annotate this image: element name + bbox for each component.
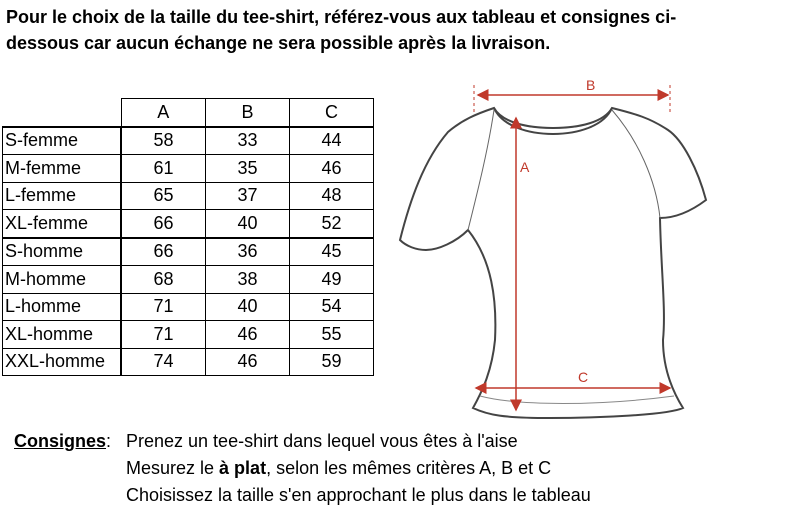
instructions-row-1: [14, 428, 591, 455]
size-label: L-homme: [3, 293, 122, 321]
instructions-row-3: [14, 482, 591, 509]
column-header-b: B: [206, 99, 290, 127]
table-row: [3, 238, 374, 266]
measure-a: 58: [121, 127, 206, 155]
measure-a: 71: [121, 293, 206, 321]
measure-b: 40: [206, 293, 290, 321]
measure-a: 61: [121, 155, 206, 183]
measure-b-label: B: [586, 77, 596, 93]
column-header-a: A: [121, 99, 206, 127]
table-row: [3, 182, 374, 210]
measure-b: 35: [206, 155, 290, 183]
measure-c: 54: [290, 293, 374, 321]
column-header-c: C: [290, 99, 374, 127]
measure-c: 44: [290, 127, 374, 155]
measure-c: 59: [290, 348, 374, 376]
measure-b: 37: [206, 182, 290, 210]
measure-c: 45: [290, 238, 374, 266]
measure-c: 48: [290, 182, 374, 210]
instruction-line-2-post: , selon les mêmes critères A, B et C: [266, 458, 552, 478]
instructions-block: [14, 428, 591, 509]
table-row: [3, 210, 374, 238]
table-header-row: [3, 99, 374, 127]
measure-a: 66: [121, 238, 206, 266]
instructions-row-2: [14, 455, 591, 482]
measure-b: 33: [206, 127, 290, 155]
table-row: [3, 127, 374, 155]
size-label: XXL-homme: [3, 348, 122, 376]
measure-a: 74: [121, 348, 206, 376]
size-label: S-femme: [3, 127, 122, 155]
instruction-line-3: Choisissez la taille s'en approchant le plus dans le tableau: [126, 485, 591, 505]
instruction-line-1: Prenez un tee-shirt dans lequel vous êtes à l'aise: [126, 431, 518, 451]
size-label: S-homme: [3, 238, 122, 266]
measure-a: 66: [121, 210, 206, 238]
instructions-title: Consignes: [14, 431, 107, 451]
table-row: [3, 293, 374, 321]
measure-c-label: C: [578, 369, 589, 385]
measure-a: 68: [121, 266, 206, 294]
measure-b: 46: [206, 321, 290, 349]
instructions-label-cell: [14, 428, 126, 455]
instructions-colon: :: [106, 431, 112, 451]
measure-c: 55: [290, 321, 374, 349]
measure-c: 46: [290, 155, 374, 183]
measure-b: 46: [206, 348, 290, 376]
table-row: [3, 348, 374, 376]
size-table: [2, 98, 374, 376]
page-heading: [6, 4, 786, 56]
heading-line-1: Pour le choix de la taille du tee-shirt, référez-vous aux tableau et consignes ci-: [6, 7, 677, 27]
table-corner: [3, 99, 122, 127]
table-row: [3, 321, 374, 349]
size-label: M-femme: [3, 155, 122, 183]
instruction-line-2: [126, 455, 551, 482]
measure-c: 52: [290, 210, 374, 238]
instruction-line-2-pre: Mesurez le: [126, 458, 220, 478]
size-label: M-homme: [3, 266, 122, 294]
instruction-line-2-bold: à plat: [219, 458, 267, 478]
tshirt-diagram: [398, 70, 710, 420]
measure-a: 71: [121, 321, 206, 349]
measure-a-label: A: [520, 159, 530, 175]
size-label: XL-homme: [3, 321, 122, 349]
size-label: L-femme: [3, 182, 122, 210]
measure-b: 36: [206, 238, 290, 266]
measure-b: 40: [206, 210, 290, 238]
tshirt-outline-icon: [400, 108, 706, 418]
table-row: [3, 266, 374, 294]
measure-b: 38: [206, 266, 290, 294]
size-label: XL-femme: [3, 210, 122, 238]
heading-line-2: dessous car aucun échange ne sera possible après la livraison.: [6, 33, 551, 53]
measure-c: 49: [290, 266, 374, 294]
table-row: [3, 155, 374, 183]
measure-a: 65: [121, 182, 206, 210]
